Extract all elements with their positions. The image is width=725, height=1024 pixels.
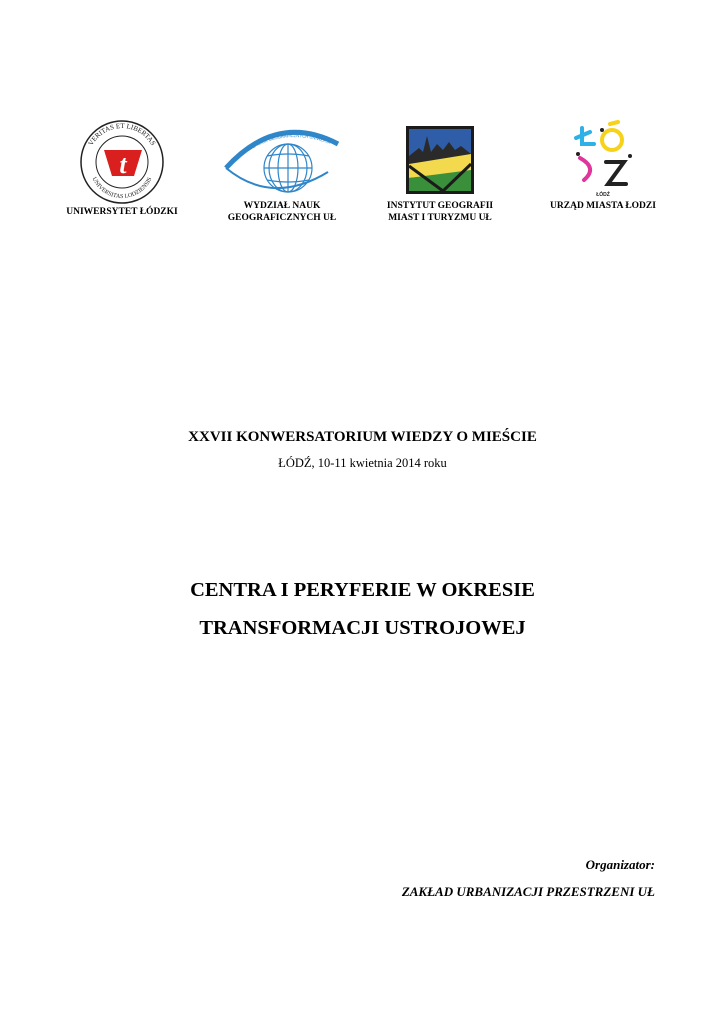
lodz-letters-icon: [568, 118, 638, 200]
globe-eye-icon: [222, 118, 342, 200]
seal-letter: t: [119, 150, 127, 179]
logo-subtext: ŁÓDŹ: [596, 192, 610, 198]
logo-uniwersytet-lodzki: [52, 118, 192, 218]
main-title-line: CENTRA I PERYFERIE W OKRESIE: [190, 579, 535, 601]
conference-date: ŁÓDŹ, 10-11 kwietnia 2014 roku: [278, 456, 447, 470]
logo-urzad-miasta-lodzi: [528, 118, 678, 212]
seal-text-bottom: UNIVERSITAS LODZIENSIS: [90, 176, 154, 201]
logo-caption: WYDZIAŁ NAUK GEOGRAFICZNYCH UŁ: [227, 201, 337, 223]
logo-arc-text: WYDZIAŁ NAUK GEOGRAFICZNYCH UNIWERSY: [238, 133, 333, 158]
main-title-line: TRANSFORMACJI USTROJOWEJ: [199, 617, 526, 639]
logo-caption: UNIWERSYTET ŁÓDZKI: [66, 207, 178, 217]
university-seal-icon: [78, 118, 166, 206]
logo-instytut-geografii: [370, 118, 510, 224]
logo-wydzial-nauk-geograficznych: [208, 118, 356, 224]
logo-caption: INSTYTUT GEOGRAFII MIAST I TURYZMU UŁ: [386, 201, 494, 223]
seal-text-top: VERITAS ET LIBERTAS: [86, 121, 158, 148]
organizer-name: ZAKŁAD URBANIZACJI PRZESTRZENI UŁ: [401, 884, 655, 899]
organizer-label: Organizator:: [585, 857, 655, 872]
logo-caption: URZĄD MIASTA ŁODZI: [550, 201, 656, 211]
city-skyline-icon: [403, 118, 477, 200]
conference-title: XXVII KONWERSATORIUM WIEDZY O MIEŚCIE: [188, 429, 537, 445]
main-title: [0, 571, 725, 647]
